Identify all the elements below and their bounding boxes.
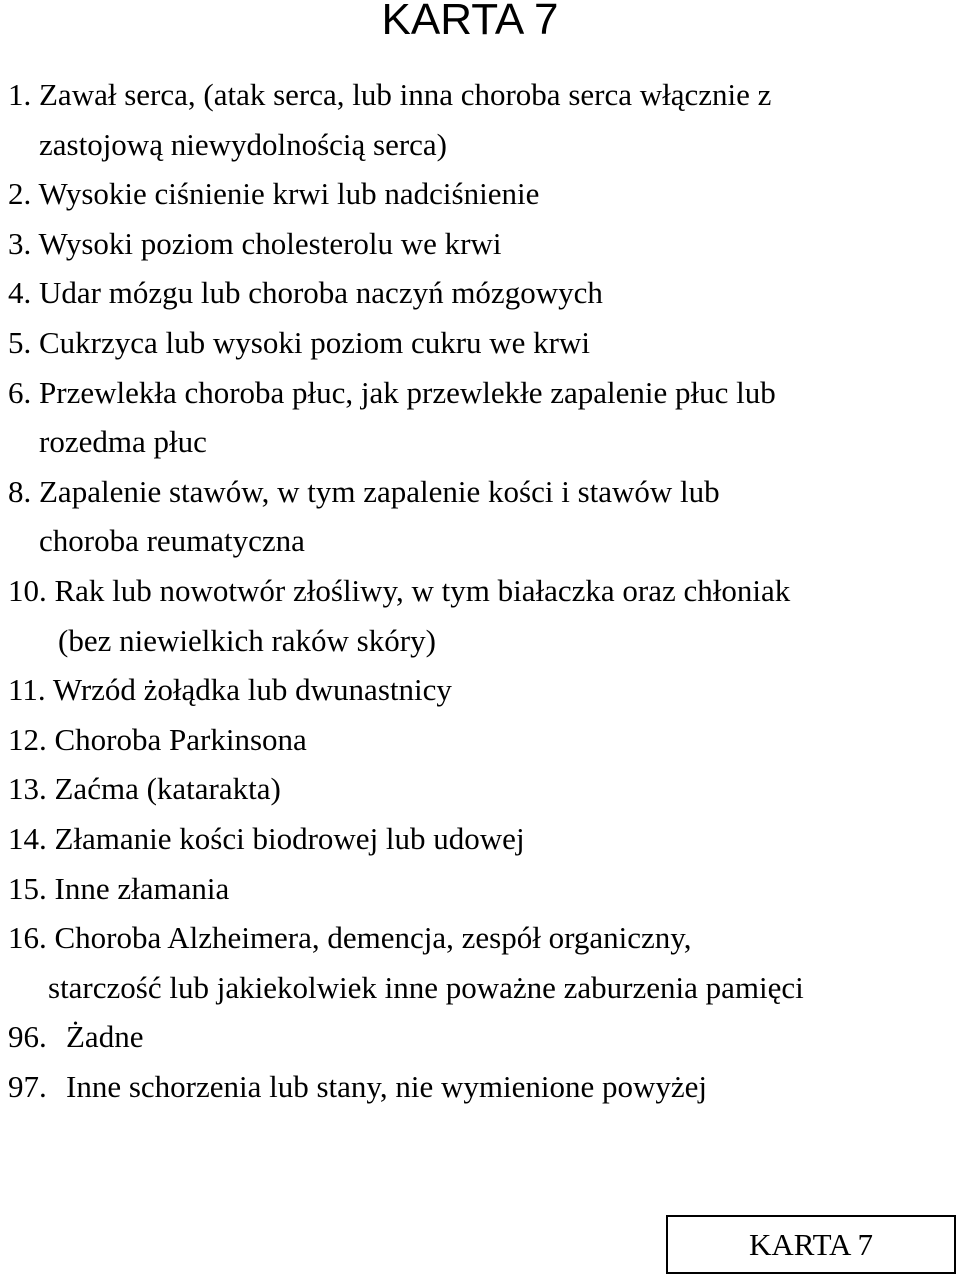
list-item-4 [8, 268, 953, 318]
item-number: 12. [8, 721, 47, 757]
page-title: KARTA 7 [381, 0, 559, 44]
list-item-96 [8, 1012, 953, 1062]
item-text-continuation: choroba reumatyczna [39, 523, 305, 559]
item-number: 11. [8, 672, 46, 708]
item-text-continuation: zastojową niewydolnością serca) [39, 126, 448, 162]
item-number: 96. [8, 1019, 47, 1055]
list-item-3 [8, 219, 953, 269]
item-text: Złamanie kości biodrowej lub udowej [54, 820, 525, 856]
item-number: 97. [8, 1068, 47, 1104]
item-text-continuation: rozedma płuc [39, 424, 207, 460]
list-item-97 [8, 1062, 953, 1112]
list-item-11 [8, 665, 953, 715]
item-text: Inne złamania [54, 870, 230, 906]
item-text: Zaćma (katarakta) [54, 771, 281, 807]
list-item-12 [8, 715, 953, 765]
list-item-1 [8, 70, 953, 120]
list-item-6 [8, 368, 953, 418]
item-number: 13. [8, 771, 47, 807]
item-text: Wrzód żołądka lub dwunastnicy [52, 672, 452, 708]
item-text: Udar mózgu lub choroba naczyń mózgowych [39, 275, 603, 311]
condition-list [8, 70, 953, 1111]
list-item-13 [8, 764, 953, 814]
list-item-8 [8, 467, 953, 517]
item-number: 5. [8, 324, 32, 360]
item-number: 8. [8, 473, 32, 509]
item-text-continuation: starczość lub jakiekolwiek inne poważne zaburzenia pamięci [48, 969, 804, 1005]
item-number: 10. [8, 572, 47, 608]
item-text: Cukrzyca lub wysoki poziom cukru we krwi [39, 324, 590, 360]
card-label: KARTA 7 [749, 1226, 873, 1262]
item-text: Choroba Parkinsona [54, 721, 307, 757]
list-item-2 [8, 169, 953, 219]
item-text: Rak lub nowotwór złośliwy, w tym białaczka oraz chłoniak [54, 572, 791, 608]
list-item-14 [8, 814, 953, 864]
item-number: 14. [8, 820, 47, 856]
item-number: 6. [8, 374, 32, 410]
item-text: Inne schorzenia lub stany, nie wymienione powyżej [66, 1068, 708, 1104]
list-item-5 [8, 318, 953, 368]
item-text: Zapalenie stawów, w tym zapalenie kości i stawów lub [39, 473, 720, 509]
item-number: 3. [8, 225, 32, 261]
item-text: Przewlekła choroba płuc, jak przewlekłe zapalenie płuc lub [39, 374, 776, 410]
item-number: 16. [8, 920, 47, 956]
item-text: Zawał serca, (atak serca, lub inna choroba serca włącznie z [39, 77, 772, 112]
item-number: 15. [8, 870, 47, 906]
item-number: 2. [8, 176, 32, 212]
list-item-10 [8, 566, 953, 616]
list-item-16 [8, 913, 953, 963]
item-text: Wysokie ciśnienie krwi lub nadciśnienie [38, 176, 540, 212]
item-text: Choroba Alzheimera, demencja, zespół organiczny, [54, 920, 692, 956]
item-number: 1. [8, 77, 32, 112]
item-number: 4. [8, 275, 32, 311]
item-text: Wysoki poziom cholesterolu we krwi [38, 225, 502, 261]
list-item-15 [8, 864, 953, 914]
item-text: Żadne [66, 1019, 144, 1055]
item-text-continuation: (bez niewielkich raków skóry) [58, 622, 436, 658]
card-label-box [666, 1215, 956, 1274]
